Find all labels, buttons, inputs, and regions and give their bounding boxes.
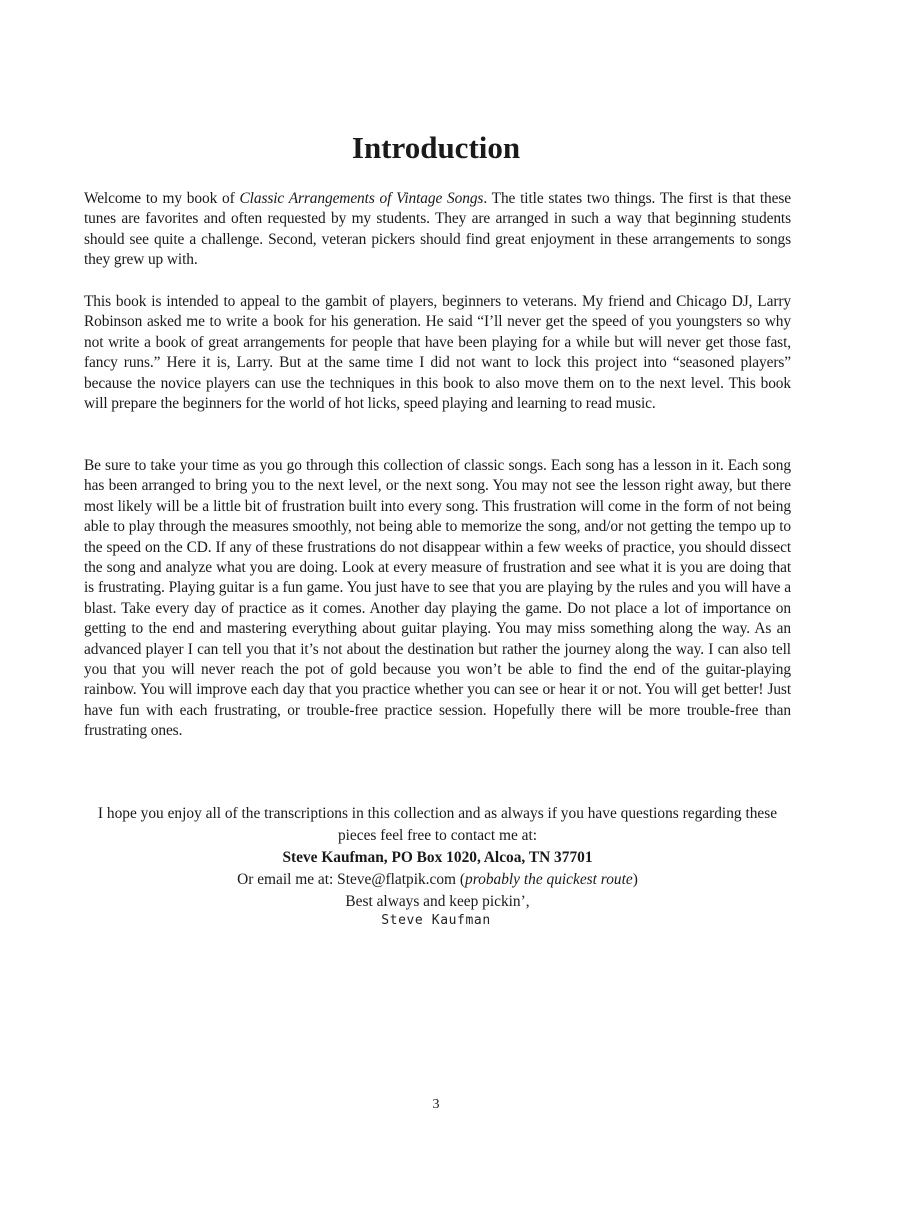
signoff: Best always and keep pickin’, xyxy=(345,893,530,910)
intro-paragraph-3: Be sure to take your time as you go through this collection of classic songs. Each song has a lesson in it. Each song has been arranged to bring you to the next level, or the next song. You may not see the lesson right away, but there most likely will be a little bit of frustration built into every song. This frustration will come in the form of not being able to play through the measures smoothly, not being able to memorize the song, and/or not getting the tempo up to the speed on the CD. If any of these frustrations do not disappear within a few weeks of practice, you should dissect the song and analyze what you are doing. Look at every measure of frustration and see what it is you are doing that is frustrating. Playing guitar is a fun game. You just have to see that you are playing by the rules and you will have a blast. Take every day of practice as it comes. Another day playing the game. Do not place a lot of importance on getting to the end and mastering everything about guitar playing. You may miss something along the way. As an advanced player I can tell you that it’s not about the destination but rather the journey along the way. I can also tell you that you will never reach the pot of gold because you won’t be able to find the end of the guitar-playing rainbow. You will improve each day that you practice whether you can see or hear it or not. You will get better! Just have fun with each frustrating, or trouble-free practice session. Hopefully there will be more trouble-free than frustrating ones. xyxy=(84,457,791,740)
para1-text-a: Welcome to my book of xyxy=(84,190,240,207)
email-prefix: Or email me at: Steve@flatpik.com ( xyxy=(237,871,466,888)
email-suffix: ) xyxy=(632,871,638,888)
intro-paragraph-2: This book is intended to appeal to the gambit of players, beginners to veterans. My friend and Chicago DJ, Larry Robinson asked me to write a book for his generation. He said “I’ll never get the speed of you youngsters so why not write a book of great arrangements for people that have been playing for a while but will never get those fast, fancy runs.” Here it is, Larry. But at the same time I did not want to lock this project into “seasoned players” because the novice players can use the techniques in this book to also move them on to the next level. This book will prepare the beginners for the world of hot licks, speed playing and learning to read music. xyxy=(84,293,791,413)
page-title: Introduction xyxy=(351,130,521,165)
contact-address: Steve Kaufman, PO Box 1020, Alcoa, TN 37701 xyxy=(282,849,593,866)
handwritten-signature: Steve Kaufman xyxy=(381,913,491,928)
closing-block xyxy=(84,803,791,913)
page-number: 3 xyxy=(432,1097,440,1112)
email-note: probably the quickest route xyxy=(465,871,633,888)
contact-email-line xyxy=(84,869,791,891)
closing-line: I hope you enjoy all of the transcriptions in this collection and as always if you have questions regarding these pieces feel free to contact me at: xyxy=(97,805,778,844)
intro-paragraph-1 xyxy=(84,189,791,271)
book-title-italic: Classic Arrangements of Vintage Songs xyxy=(239,190,484,207)
para1-text-c: . The title states two things. The first is that these tunes are favorites and often requested by my students. They are arranged in such a way that beginning students should see quite a challenge. Second, veteran pickers should find great enjoyment in these arrangements to songs they grew up with. xyxy=(84,190,791,269)
